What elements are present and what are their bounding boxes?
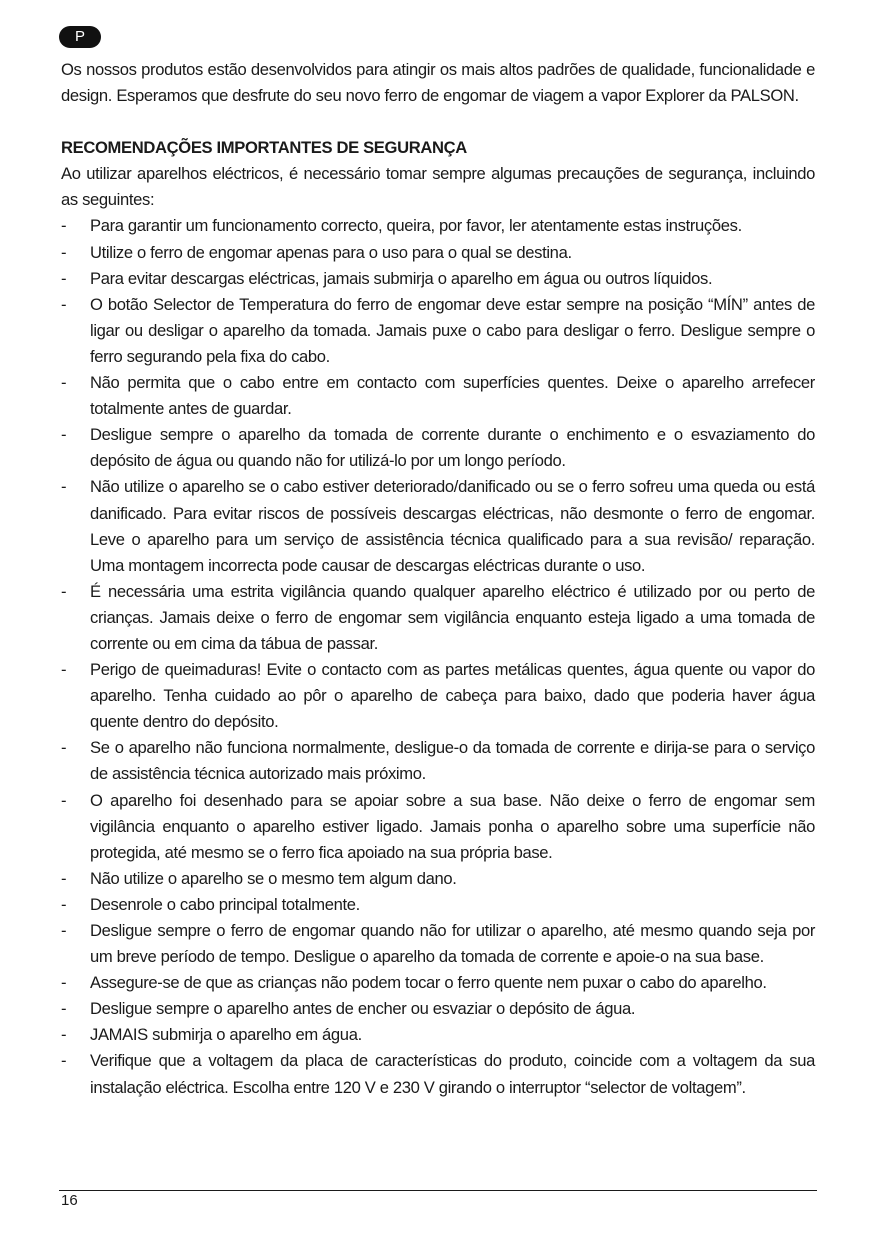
bullet-dash: - [61,216,67,236]
bullet-dash: - [61,242,67,262]
list-item-text: Utilize o ferro de engomar apenas para o uso para o qual se destina. [90,242,572,262]
bullet-dash: - [61,868,67,888]
bullet-dash: - [61,373,67,393]
bullet-dash: - [61,1025,67,1045]
list-item-text: Não utilize o aparelho se o mesmo tem algum dano. [90,868,457,888]
list-item [61,996,815,1022]
list-item [61,370,815,422]
list-item-text: Perigo de queimaduras! Evite o contacto com as partes metálicas quentes, água quente ou vapor do aparelho. Tenha cuidado ao pôr o aparelho de cabeça para baixo, dado que poderia haver água quente dentro do depósito. [90,660,815,732]
list-item [61,657,815,735]
list-item-text: Não utilize o aparelho se o cabo estiver deteriorado/danificado ou se o ferro sofreu uma queda ou está danificado. Para evitar riscos de possíveis descargas eléctricas, não desmonte o ferro de engomar. Leve o aparelho para um serviço de assistência técnica qualificado para a sua revisão/ reparação. Uma montagem incorrecta pode causar de descargas eléctricas durante o uso. [90,477,815,575]
bullet-dash: - [61,738,67,758]
list-item [61,240,815,266]
bullet-dash: - [61,973,67,993]
list-item [61,292,815,370]
list-item [61,1022,815,1048]
list-item-text: Desligue sempre o aparelho da tomada de corrente durante o enchimento e o esvaziamento do depósito de água ou quando não for utilizá-lo por um longo período. [90,425,815,471]
list-item-text: Verifique que a voltagem da placa de características do produto, coincide com a voltagem da sua instalação eléctrica. Escolha entre 120 V e 230 V girando o interruptor “selector de voltagem”. [90,1051,815,1097]
bullet-dash: - [61,268,67,288]
list-item-text: Desligue sempre o ferro de engomar quando não for utilizar o aparelho, até mesmo quando seja por um breve período de tempo. Desligue o aparelho da tomada de corrente e apoie-o na sua base. [90,921,815,967]
footer-divider [59,1190,817,1191]
list-item-text: Para evitar descargas eléctricas, jamais submirja o aparelho em água ou outros líquidos. [90,268,713,288]
list-item [61,970,815,996]
list-item [61,866,815,892]
list-item [61,892,815,918]
list-item [61,213,815,239]
intro-paragraph: Os nossos produtos estão desenvolvidos para atingir os mais altos padrões de qualidade, funcionalidade e design. Esperamos que desfrute do seu novo ferro de engomar de viagem a vapor Explorer da PALSON. [61,60,815,106]
safety-heading: RECOMENDAÇÕES IMPORTANTES DE SEGURANÇA [61,138,467,158]
bullet-dash: - [61,790,67,810]
list-item-text: Para garantir um funcionamento correcto, queira, por favor, ler atentamente estas instruções. [90,216,742,236]
list-item-text: Não permita que o cabo entre em contacto com superfícies quentes. Deixe o aparelho arrefecer totalmente antes de guardar. [90,373,815,419]
safety-lead: Ao utilizar aparelhos eléctricos, é necessário tomar sempre algumas precauções de segurança, incluindo as seguintes: [61,164,815,210]
list-item [61,1048,815,1100]
list-item-text: O aparelho foi desenhado para se apoiar sobre a sua base. Não deixe o ferro de engomar sem vigilância enquanto o aparelho estiver ligado. Jamais ponha o aparelho sobre uma superfície não protegida, até mesmo se o ferro fica apoiado na sua própria base. [90,790,815,862]
safety-list [61,213,815,1100]
list-item-text: É necessária uma estrita vigilância quando qualquer aparelho eléctrico é utilizado por ou perto de crianças. Jamais deixe o ferro de engomar sem vigilância enquanto esteja ligado a uma tomada de corrente ou em cima da tábua de passar. [90,581,815,653]
bullet-dash: - [61,425,67,445]
list-item [61,266,815,292]
bullet-dash: - [61,294,67,314]
bullet-dash: - [61,1051,67,1071]
bullet-dash: - [61,581,67,601]
list-item-text: JAMAIS submirja o aparelho em água. [90,1025,362,1045]
list-item [61,735,815,787]
bullet-dash: - [61,999,67,1019]
page-number: 16 [61,1192,78,1209]
list-item-text: O botão Selector de Temperatura do ferro de engomar deve estar sempre na posição “MÍN” antes de ligar ou desligar o aparelho da tomada. Jamais puxe o cabo para desligar o ferro. Desligue sempre o ferro segurando pela fixa do cabo. [90,294,815,366]
page-content [61,57,815,1101]
list-item-text: Desligue sempre o aparelho antes de encher ou esvaziar o depósito de água. [90,999,636,1019]
language-badge: P [59,26,101,48]
list-item [61,788,815,866]
bullet-dash: - [61,477,67,497]
list-item-text: Se o aparelho não funciona normalmente, desligue-o da tomada de corrente e dirija-se para o serviço de assistência técnica autorizado mais próximo. [90,738,815,784]
list-item [61,474,815,578]
bullet-dash: - [61,921,67,940]
list-item [61,579,815,657]
list-item-text: Desenrole o cabo principal totalmente. [90,894,360,914]
bullet-dash: - [61,660,67,680]
bullet-dash: - [61,894,67,914]
list-item [61,918,815,970]
list-item-text: Assegure-se de que as crianças não podem tocar o ferro quente nem puxar o cabo do aparelho. [90,973,767,993]
paragraph-spacer [61,109,815,135]
list-item [61,422,815,474]
